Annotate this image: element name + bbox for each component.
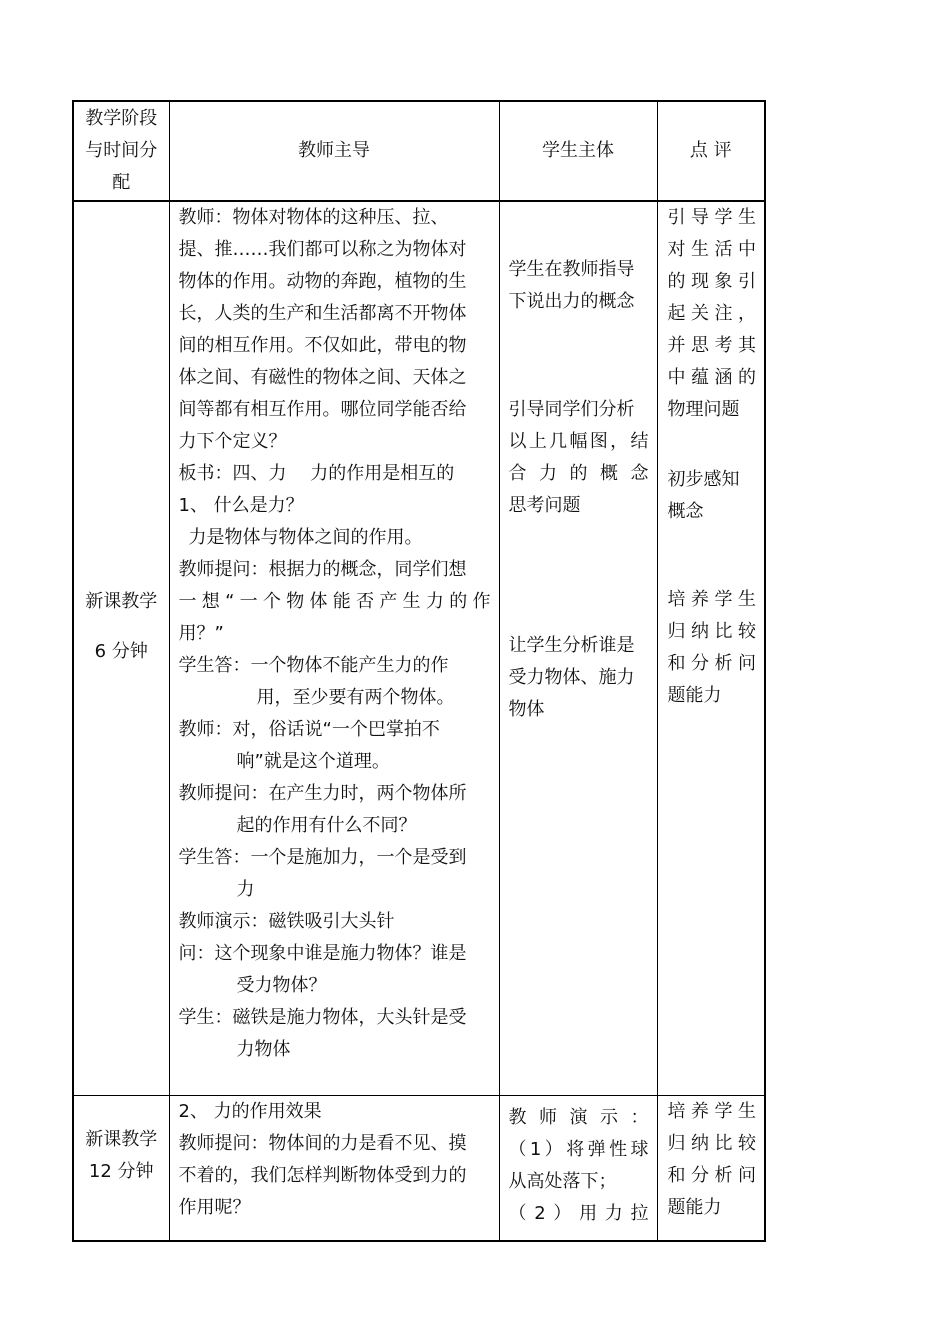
- teacher-line: 2、 力的作用效果: [178, 1100, 322, 1122]
- comment-line: 和分析问: [667, 1164, 756, 1186]
- teacher-line: 一想“一个物体能否产生力的作: [178, 591, 491, 612]
- teacher-line: 力下个定义？: [178, 431, 287, 452]
- comment-line: 题能力: [667, 685, 722, 706]
- teacher-line: 间等都有相互作用。哪位同学能否给: [178, 399, 467, 420]
- teacher-line: 用，至少要有两个物体。: [256, 687, 455, 708]
- teacher-line: 学生答：一个是施加力，一个是受到: [178, 847, 467, 868]
- student-line: 以上几幅图，结: [508, 431, 649, 452]
- comment-line: 起关注，: [667, 303, 756, 324]
- table-row: [73, 201, 765, 1095]
- stage-name: 新课教学: [85, 1128, 158, 1150]
- teacher-line: 受力物体？: [236, 975, 327, 996]
- header-comment-cell: 点 评: [657, 101, 765, 201]
- comment-cell: [657, 1095, 765, 1241]
- teacher-line: 体之间、有磁性的物体之间、天体之: [178, 367, 467, 388]
- student-line: （1）将弹性球: [508, 1138, 649, 1160]
- student-line: 受力物体、施力: [508, 667, 635, 688]
- teacher-line: 间的相互作用。不仅如此，带电的物: [178, 335, 467, 356]
- student-line: 下说出力的概念: [508, 291, 635, 312]
- teacher-line: 长，人类的生产和生活都离不开物体: [178, 303, 467, 324]
- comment-line: 和分析问: [667, 653, 756, 674]
- header-student-cell: 学生主体: [499, 101, 657, 201]
- teacher-line: 力物体: [236, 1039, 291, 1060]
- stage-name: 新课教学: [85, 591, 158, 612]
- comment-line: 对生活中: [667, 239, 756, 260]
- student-cell: [499, 1095, 657, 1241]
- comment-line: 培养学生: [667, 589, 756, 610]
- lesson-plan-table: [72, 100, 766, 1242]
- teacher-cell: [169, 201, 499, 1095]
- teacher-line: 学生答：一个物体不能产生力的作: [178, 655, 449, 676]
- header-stage-line: 配: [112, 172, 131, 193]
- student-line: 学生在教师指导: [508, 259, 635, 280]
- teacher-line: 教师提问：根据力的概念，同学们想: [178, 559, 467, 580]
- comment-line: 初步感知: [667, 469, 740, 490]
- student-line: （2）用力拉: [508, 1202, 649, 1224]
- comment-line: 题能力: [667, 1196, 722, 1218]
- teacher-line: 教师演示：磁铁吸引大头针: [178, 911, 395, 932]
- student-cell: [499, 201, 657, 1095]
- teacher-line: 响”就是这个道理。: [236, 751, 390, 772]
- teacher-line: 起的作用有什么不同？: [236, 815, 417, 836]
- comment-line: 培养学生: [667, 1100, 756, 1122]
- comment-line: 的现象引: [667, 271, 756, 292]
- student-line: 教师演示：: [508, 1106, 649, 1128]
- teacher-line: 教师提问：物体间的力是看不见、摸: [178, 1132, 467, 1154]
- table-header-row: [73, 101, 765, 201]
- stage-time: 12 分钟: [88, 1160, 154, 1182]
- teacher-line: 教师：对，俗话说“一个巴掌拍不: [178, 719, 440, 740]
- stage-cell: [73, 1095, 169, 1241]
- comment-line: 归纳比较: [667, 1132, 756, 1154]
- stage-cell: [73, 201, 169, 1095]
- table-row: [73, 1095, 765, 1241]
- teacher-cell: [169, 1095, 499, 1241]
- teacher-line: 问：这个现象中谁是施力物体？谁是: [178, 943, 467, 964]
- teacher-line: 1、 什么是力？: [178, 495, 304, 516]
- stage-time: 6 分钟: [94, 641, 148, 662]
- comment-line: 概念: [667, 501, 704, 522]
- header-stage-line: 与时间分: [85, 140, 158, 161]
- teacher-line: 用？”: [178, 623, 224, 644]
- comment-line: 引导学生: [667, 207, 756, 228]
- teacher-line: 力是物体与物体之间的作用。: [188, 527, 423, 548]
- teacher-line: 教师提问：在产生力时，两个物体所: [178, 783, 467, 804]
- student-line: 让学生分析谁是: [508, 635, 635, 656]
- student-line: 物体: [508, 699, 545, 720]
- student-line: 思考问题: [508, 495, 581, 516]
- comment-cell: [657, 201, 765, 1095]
- teacher-line: 板书：四、力 力的作用是相互的: [178, 463, 455, 484]
- teacher-line: 教师：物体对物体的这种压、拉、: [178, 207, 449, 228]
- teacher-line: 力: [236, 879, 255, 900]
- teacher-line: 提、推……我们都可以称之为物体对: [178, 239, 467, 260]
- header-stage-line: 教学阶段: [85, 108, 158, 129]
- student-line: 从高处落下；: [508, 1170, 617, 1192]
- comment-line: 物理问题: [667, 399, 740, 420]
- comment-line: 归纳比较: [667, 621, 756, 642]
- comment-line: 并思考其: [667, 335, 756, 356]
- teacher-line: 不着的，我们怎样判断物体受到力的: [178, 1164, 467, 1186]
- teacher-line: 学生：磁铁是施力物体，大头针是受: [178, 1007, 467, 1028]
- comment-line: 中蕴涵的: [667, 367, 756, 388]
- teacher-line: 物体的作用。动物的奔跑，植物的生: [178, 271, 467, 292]
- teacher-line: 作用呢？: [178, 1196, 251, 1218]
- student-line: 合力的概念: [508, 463, 649, 484]
- student-line: 引导同学们分析: [508, 399, 635, 420]
- header-teacher-cell: 教师主导: [169, 101, 499, 201]
- header-stage-cell: [73, 101, 169, 201]
